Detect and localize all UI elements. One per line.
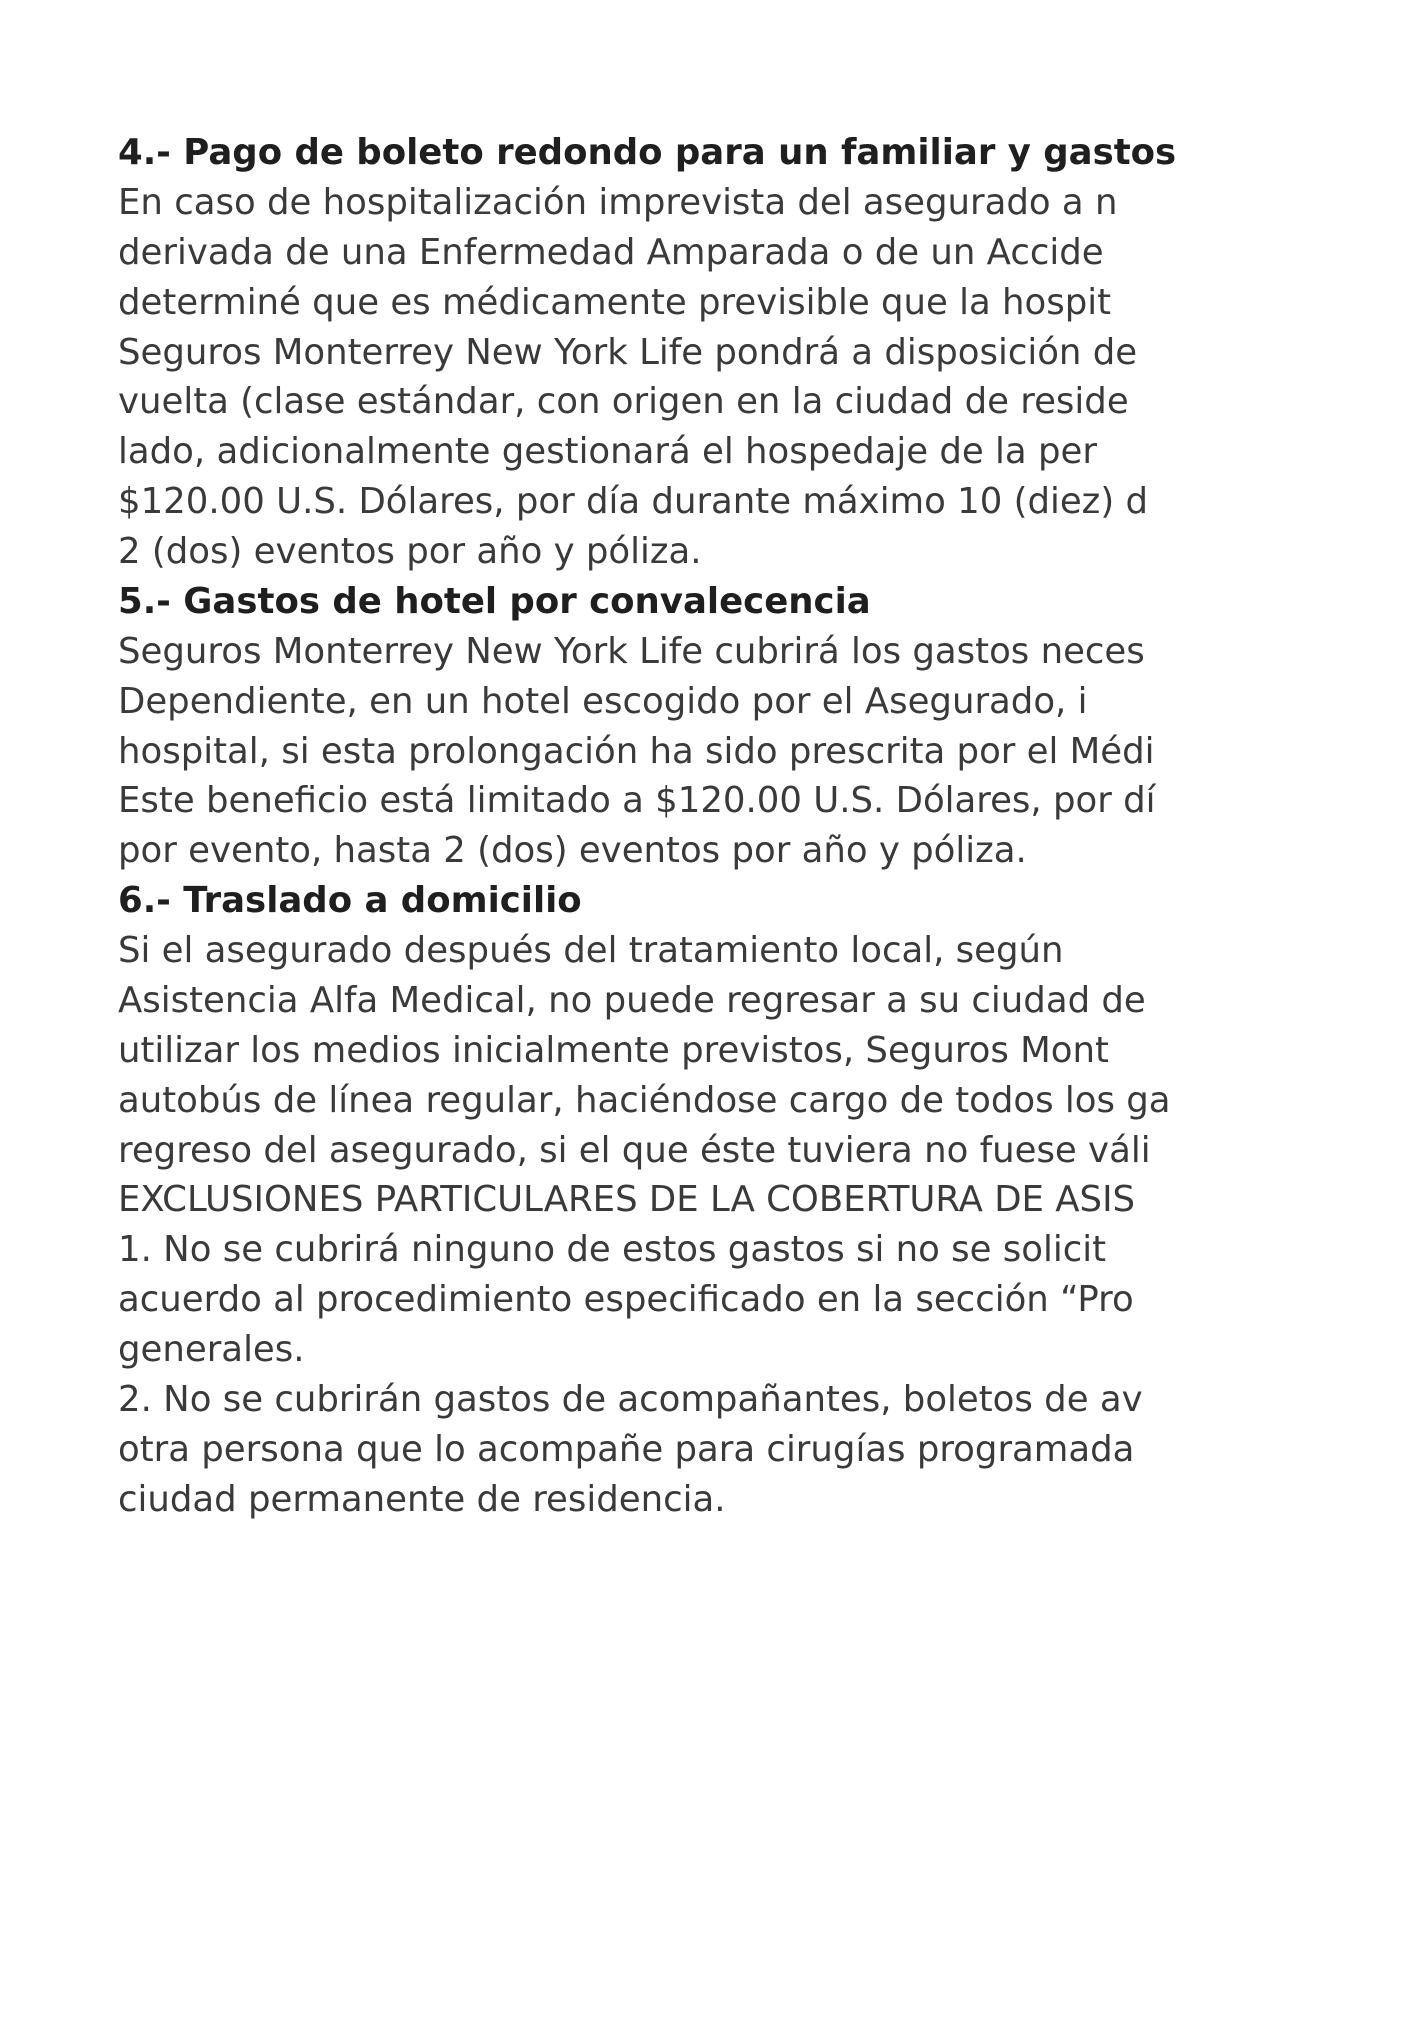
exclusion-item-1 (118, 1225, 1428, 1375)
text-line: acuerdo al procedimiento especificado en la sección “Pro (118, 1279, 1134, 1321)
text-line: 2. No se cubrirán gastos de acompañantes, boletos de av (118, 1378, 1143, 1420)
text-line: lado, adicionalmente gestionará el hospedaje de la per (118, 431, 1097, 473)
section-heading-5: 5.- Gastos de hotel por convalecencia (118, 580, 871, 622)
text-line: utilizar los medios inicialmente previstos, Seguros Mont (118, 1029, 1109, 1071)
text-line: determiné que es médicamente previsible que la hospit (118, 281, 1112, 323)
text-line: 1. No se cubrirá ninguno de estos gastos si no se solicit (118, 1229, 1107, 1271)
text-line: Seguros Monterrey New York Life cubrirá los gastos neces (118, 630, 1145, 672)
text-line: derivada de una Enfermedad Amparada o de un Accide (118, 231, 1104, 273)
text-line: Si el asegurado después del tratamiento local, según (118, 930, 1064, 971)
text-line: otra persona que lo acompañe para cirugías programada (118, 1428, 1135, 1470)
section-4-body (118, 178, 1428, 577)
section-heading-6: 6.- Traslado a domicilio (118, 880, 582, 922)
text-line: En caso de hospitalización imprevista del asegurado a n (118, 181, 1118, 223)
exclusions-title (118, 1175, 1428, 1225)
section-heading-4: 4.- Pago de boleto redondo para un familiar y gastos (118, 132, 1177, 173)
text-line: 2 (dos) eventos por año y póliza. (118, 531, 702, 572)
text-line: generales. (118, 1329, 305, 1370)
text-line: $120.00 U.S. Dólares, por día durante máximo 10 (diez) d (118, 481, 1148, 523)
exclusion-item-2 (118, 1375, 1428, 1525)
section-6-body (118, 926, 1428, 1175)
text-line: por evento, hasta 2 (dos) eventos por año y póliza. (118, 830, 1027, 872)
text-line: Seguros Monterrey New York Life pondrá a disposición de (118, 331, 1138, 373)
text-line: Asistencia Alfa Medical, no puede regresar a su ciudad de (118, 979, 1146, 1021)
text-line: vuelta (clase estándar, con origen en la ciudad de reside (118, 381, 1129, 423)
text-line: autobús de línea regular, haciéndose cargo de todos los ga (118, 1079, 1171, 1121)
text-line: Este beneficio está limitado a $120.00 U.S. Dólares, por dí (118, 780, 1156, 822)
text-line: EXCLUSIONES PARTICULARES DE LA COBERTURA DE ASIS (118, 1179, 1136, 1221)
text-line: ciudad permanente de residencia. (118, 1478, 726, 1520)
document-text-column (118, 128, 1428, 1525)
text-line: regreso del asegurado, si el que éste tuviera no fuese váli (118, 1129, 1151, 1171)
section-5-body (118, 627, 1428, 876)
text-line: hospital, si esta prolongación ha sido prescrita por el Médi (118, 730, 1155, 772)
text-line: Dependiente, en un hotel escogido por el Asegurado, i (118, 680, 1088, 722)
